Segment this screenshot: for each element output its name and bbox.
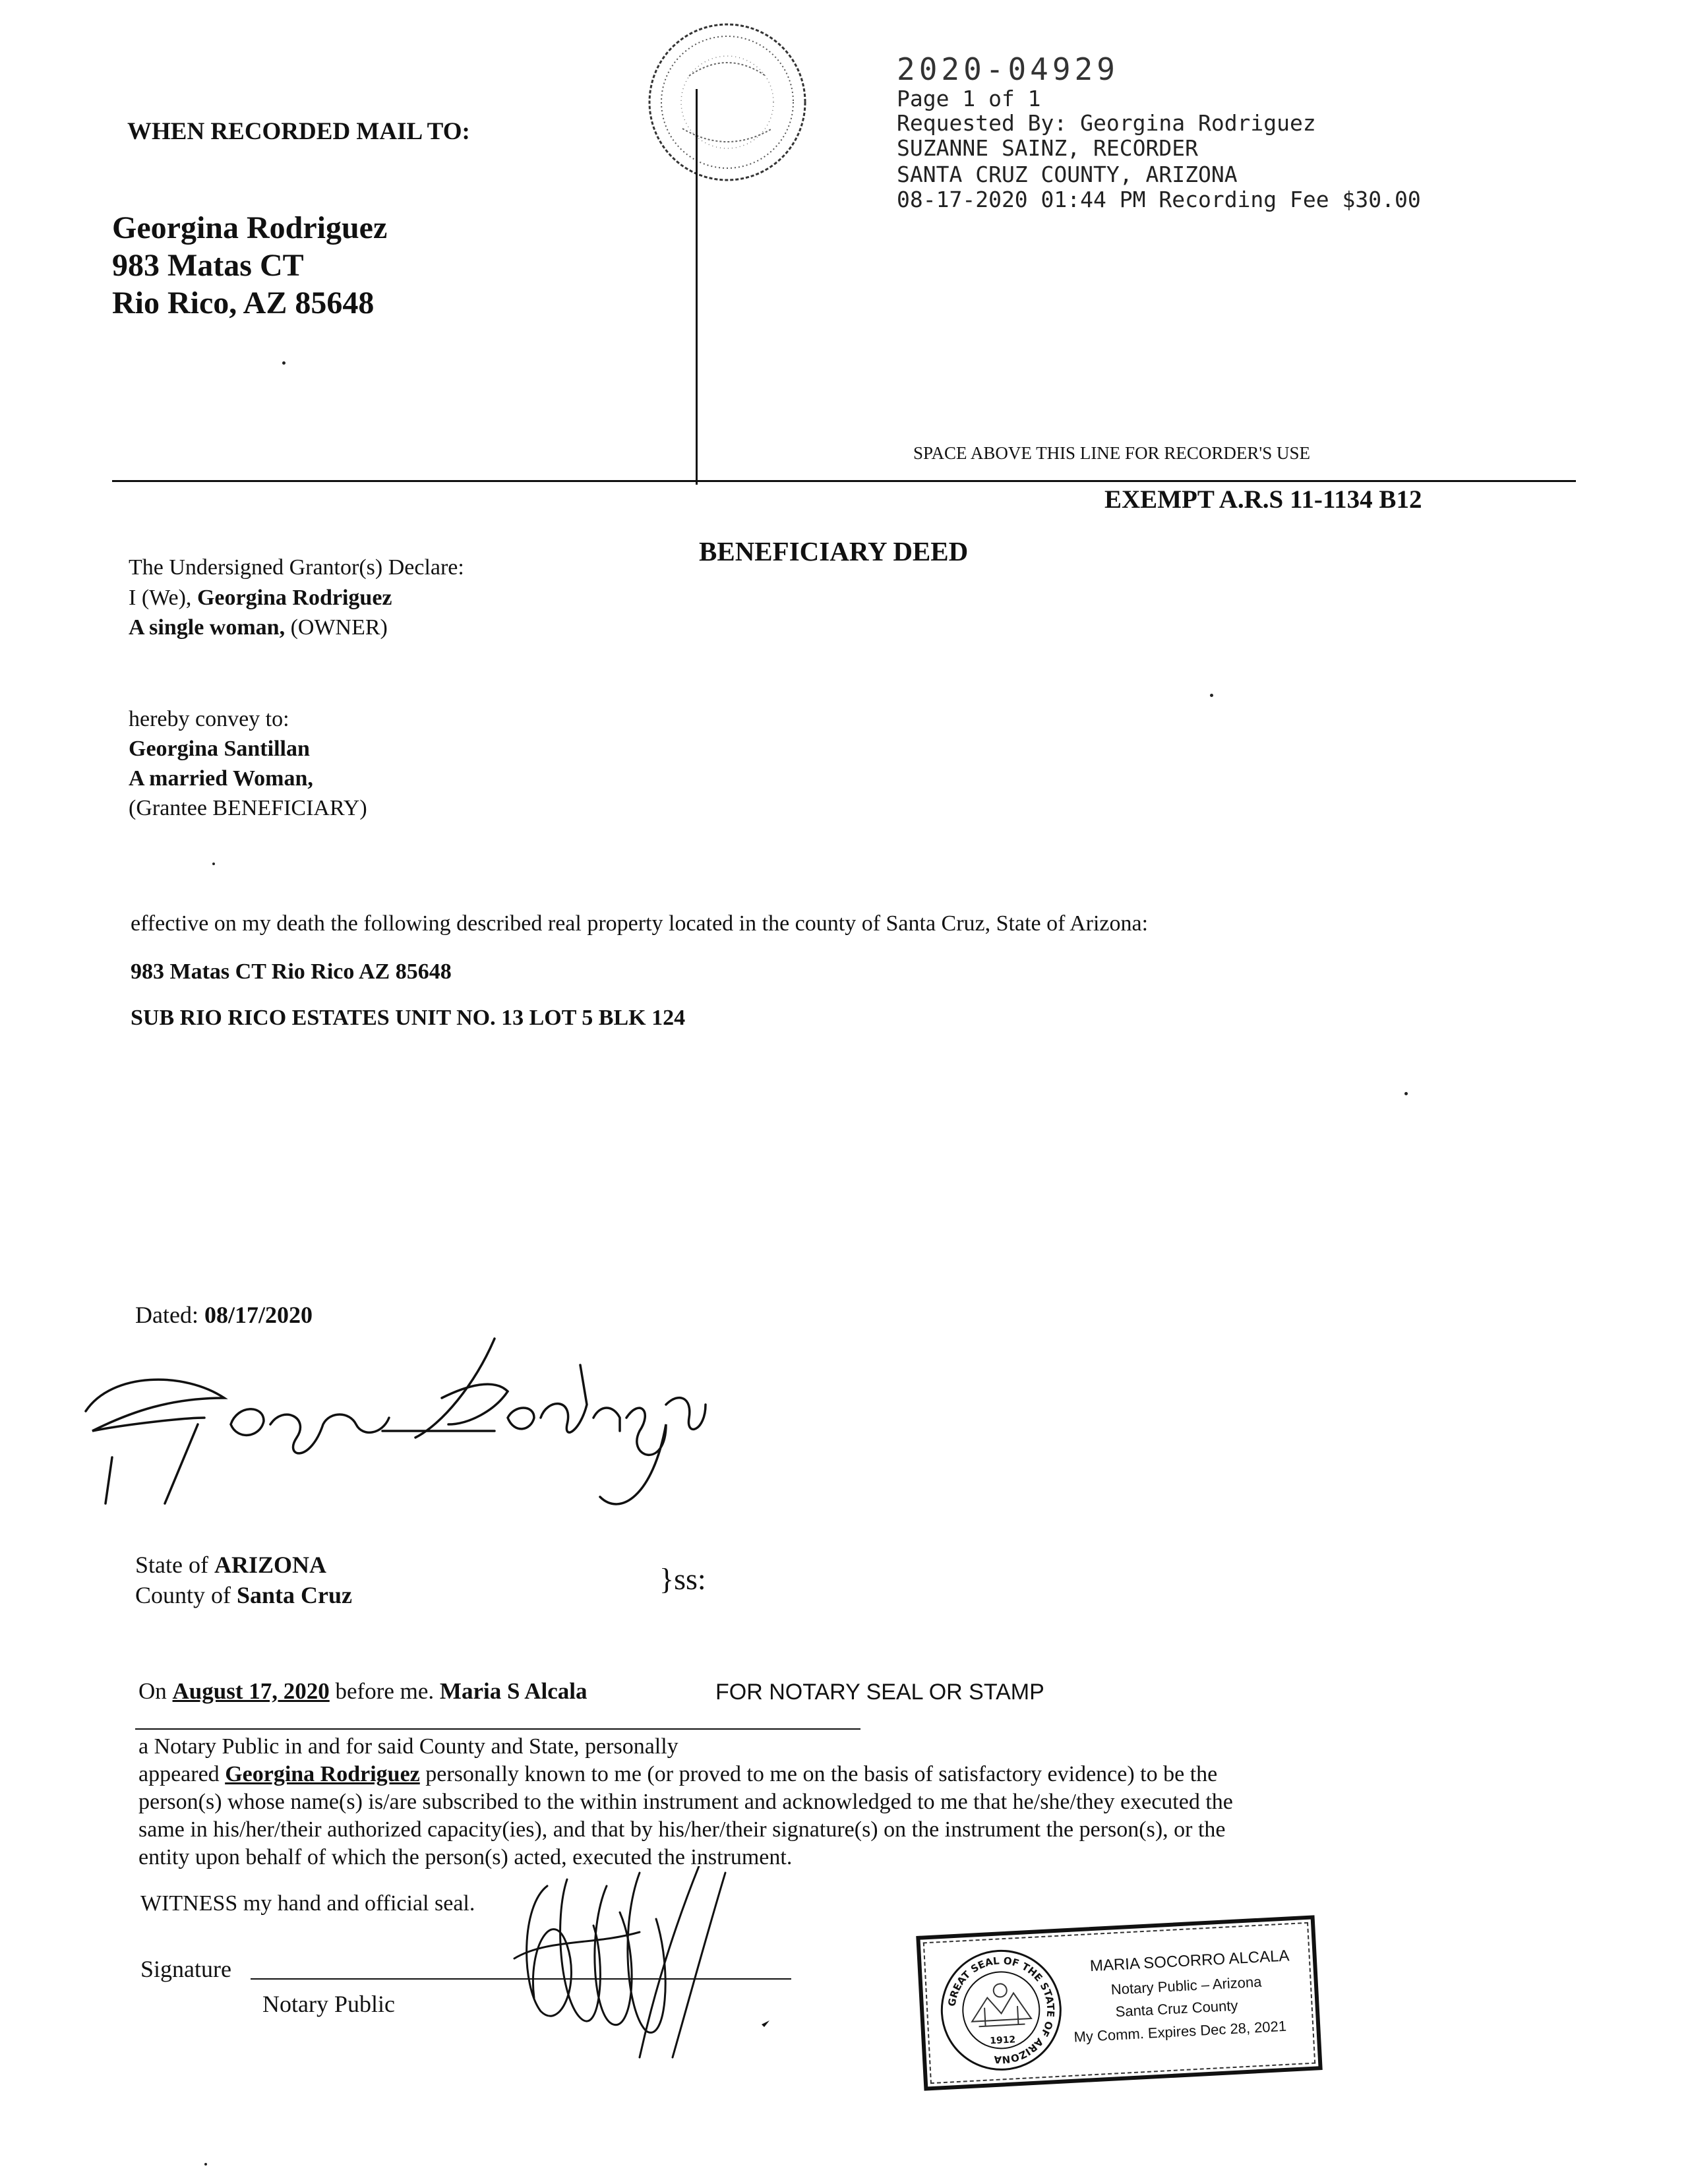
ack-on-line xyxy=(138,1678,588,1705)
ack-seal-label: FOR NOTARY SEAL OR STAMP xyxy=(715,1680,1044,1705)
scan-speck xyxy=(1210,694,1213,697)
deed-title: BENEFICIARY DEED xyxy=(699,536,969,566)
property-effective: effective on my death the following described real property located in the county of Santa Cruz, State of Arizona: xyxy=(131,911,1149,936)
header-vertical-divider xyxy=(696,89,698,485)
grantee-convey: hereby convey to: xyxy=(129,707,289,731)
grantor-we-prefix: I (We), xyxy=(129,586,197,610)
grantee-name: Georgina Santillan xyxy=(129,737,310,761)
ack-appeared-name: Georgina Rodriguez xyxy=(225,1762,420,1786)
recorder-space-note: SPACE ABOVE THIS LINE FOR RECORDER'S USE xyxy=(913,443,1310,463)
recorder-page: Page 1 of 1 xyxy=(897,86,1041,111)
mail-to-city: Rio Rico, AZ 85648 xyxy=(112,286,375,320)
venue-county-value: Santa Cruz xyxy=(237,1582,353,1608)
grantor-name: Georgina Rodriguez xyxy=(196,586,392,610)
exempt-note: EXEMPT A.R.S 11-1134 B12 xyxy=(1104,485,1422,514)
grantee-role: (Grantee BENEFICIARY) xyxy=(129,796,367,820)
arizona-seal-icon xyxy=(935,1945,1067,2077)
mail-to-heading: WHEN RECORDED MAIL TO: xyxy=(127,118,470,145)
recorder-doc-number: 2020-04929 xyxy=(897,51,1119,87)
ack-line1: a Notary Public in and for said County and State, personally xyxy=(138,1734,678,1759)
recorder-datetime-fee: 08-17-2020 01:44 PM Recording Fee $30.00 xyxy=(897,187,1421,212)
grantor-line xyxy=(129,586,392,611)
stamp-expires: My Comm. Expires Dec 28, 2021 xyxy=(1073,2017,1287,2046)
venue-county xyxy=(135,1581,352,1609)
seal-ring-text: GREAT SEAL OF THE STATE OF ARIZONA xyxy=(946,1955,1057,2066)
notary-signature xyxy=(508,1866,785,2064)
ack-line4: same in his/her/their authorized capacity(ies), and that by his/her/their signature(s) on the instrument the person(s), or the xyxy=(138,1817,1226,1842)
grantor-declare: The Undersigned Grantor(s) Declare: xyxy=(129,555,464,580)
grantor-status-bold: A single woman, xyxy=(129,615,286,640)
grantor-status xyxy=(129,615,388,640)
recorder-county: SANTA CRUZ COUNTY, ARIZONA xyxy=(897,162,1238,187)
notary-stamp xyxy=(916,1915,1322,2090)
ack-witness: WITNESS my hand and official seal. xyxy=(140,1891,475,1916)
grantee-status: A married Woman, xyxy=(129,766,313,791)
ack-line3: person(s) whose name(s) is/are subscribed to the within instrument and acknowledged to me that he/she/they executed the xyxy=(138,1790,1233,1814)
venue-county-label: County of xyxy=(135,1582,237,1608)
ack-line2-rest: personally known to me (or proved to me on the basis of satisfactory evidence) to be the xyxy=(419,1762,1218,1786)
grantor-status-rest: (OWNER) xyxy=(285,615,388,640)
property-legal: SUB RIO RICO ESTATES UNIT NO. 13 LOT 5 BLK 124 xyxy=(131,1006,686,1030)
venue-state-label: State of xyxy=(135,1552,214,1578)
stamp-name: MARIA SOCORRO ALCALA xyxy=(1089,1947,1290,1976)
stamp-county: Santa Cruz County xyxy=(1115,1997,1238,2020)
dated-value: 08/17/2020 xyxy=(204,1302,313,1328)
venue-ss: }ss: xyxy=(659,1562,706,1596)
mail-to-street: 983 Matas CT xyxy=(112,248,304,283)
venue-state-value: ARIZONA xyxy=(214,1552,326,1578)
dated-line xyxy=(135,1301,313,1329)
ack-line2 xyxy=(138,1762,1217,1787)
ack-before: before me. xyxy=(329,1678,440,1704)
scan-speck xyxy=(212,863,215,865)
recorder-name: SUZANNE SAINZ, RECORDER xyxy=(897,135,1198,161)
recorder-seal xyxy=(643,16,814,188)
ack-signature-label: Signature xyxy=(140,1956,231,1982)
ack-date: August 17, 2020 xyxy=(172,1678,330,1704)
seal-year: 1912 xyxy=(989,2034,1016,2047)
ack-notary-public: Notary Public xyxy=(262,1991,395,2017)
venue-state xyxy=(135,1551,326,1579)
scan-speck xyxy=(204,2163,207,2166)
dated-label: Dated: xyxy=(135,1302,204,1328)
ack-appeared: appeared xyxy=(138,1762,226,1786)
scan-speck xyxy=(282,361,286,365)
scan-speck xyxy=(1404,1092,1408,1095)
ack-line5: entity upon behalf of which the person(s) acted, executed the instrument. xyxy=(138,1845,793,1869)
stamp-title: Notary Public – Arizona xyxy=(1110,1973,1262,1998)
property-address: 983 Matas CT Rio Rico AZ 85648 xyxy=(131,959,452,984)
ack-on: On xyxy=(138,1678,173,1704)
ack-notary-name: Maria S Alcala xyxy=(439,1678,588,1704)
ack-rule xyxy=(135,1728,860,1730)
recorder-requested-by: Requested By: Georgina Rodriguez xyxy=(897,110,1316,136)
grantor-signature xyxy=(73,1325,732,1523)
mail-to-name: Georgina Rodriguez xyxy=(112,210,388,245)
header-horizontal-rule xyxy=(112,480,1576,482)
